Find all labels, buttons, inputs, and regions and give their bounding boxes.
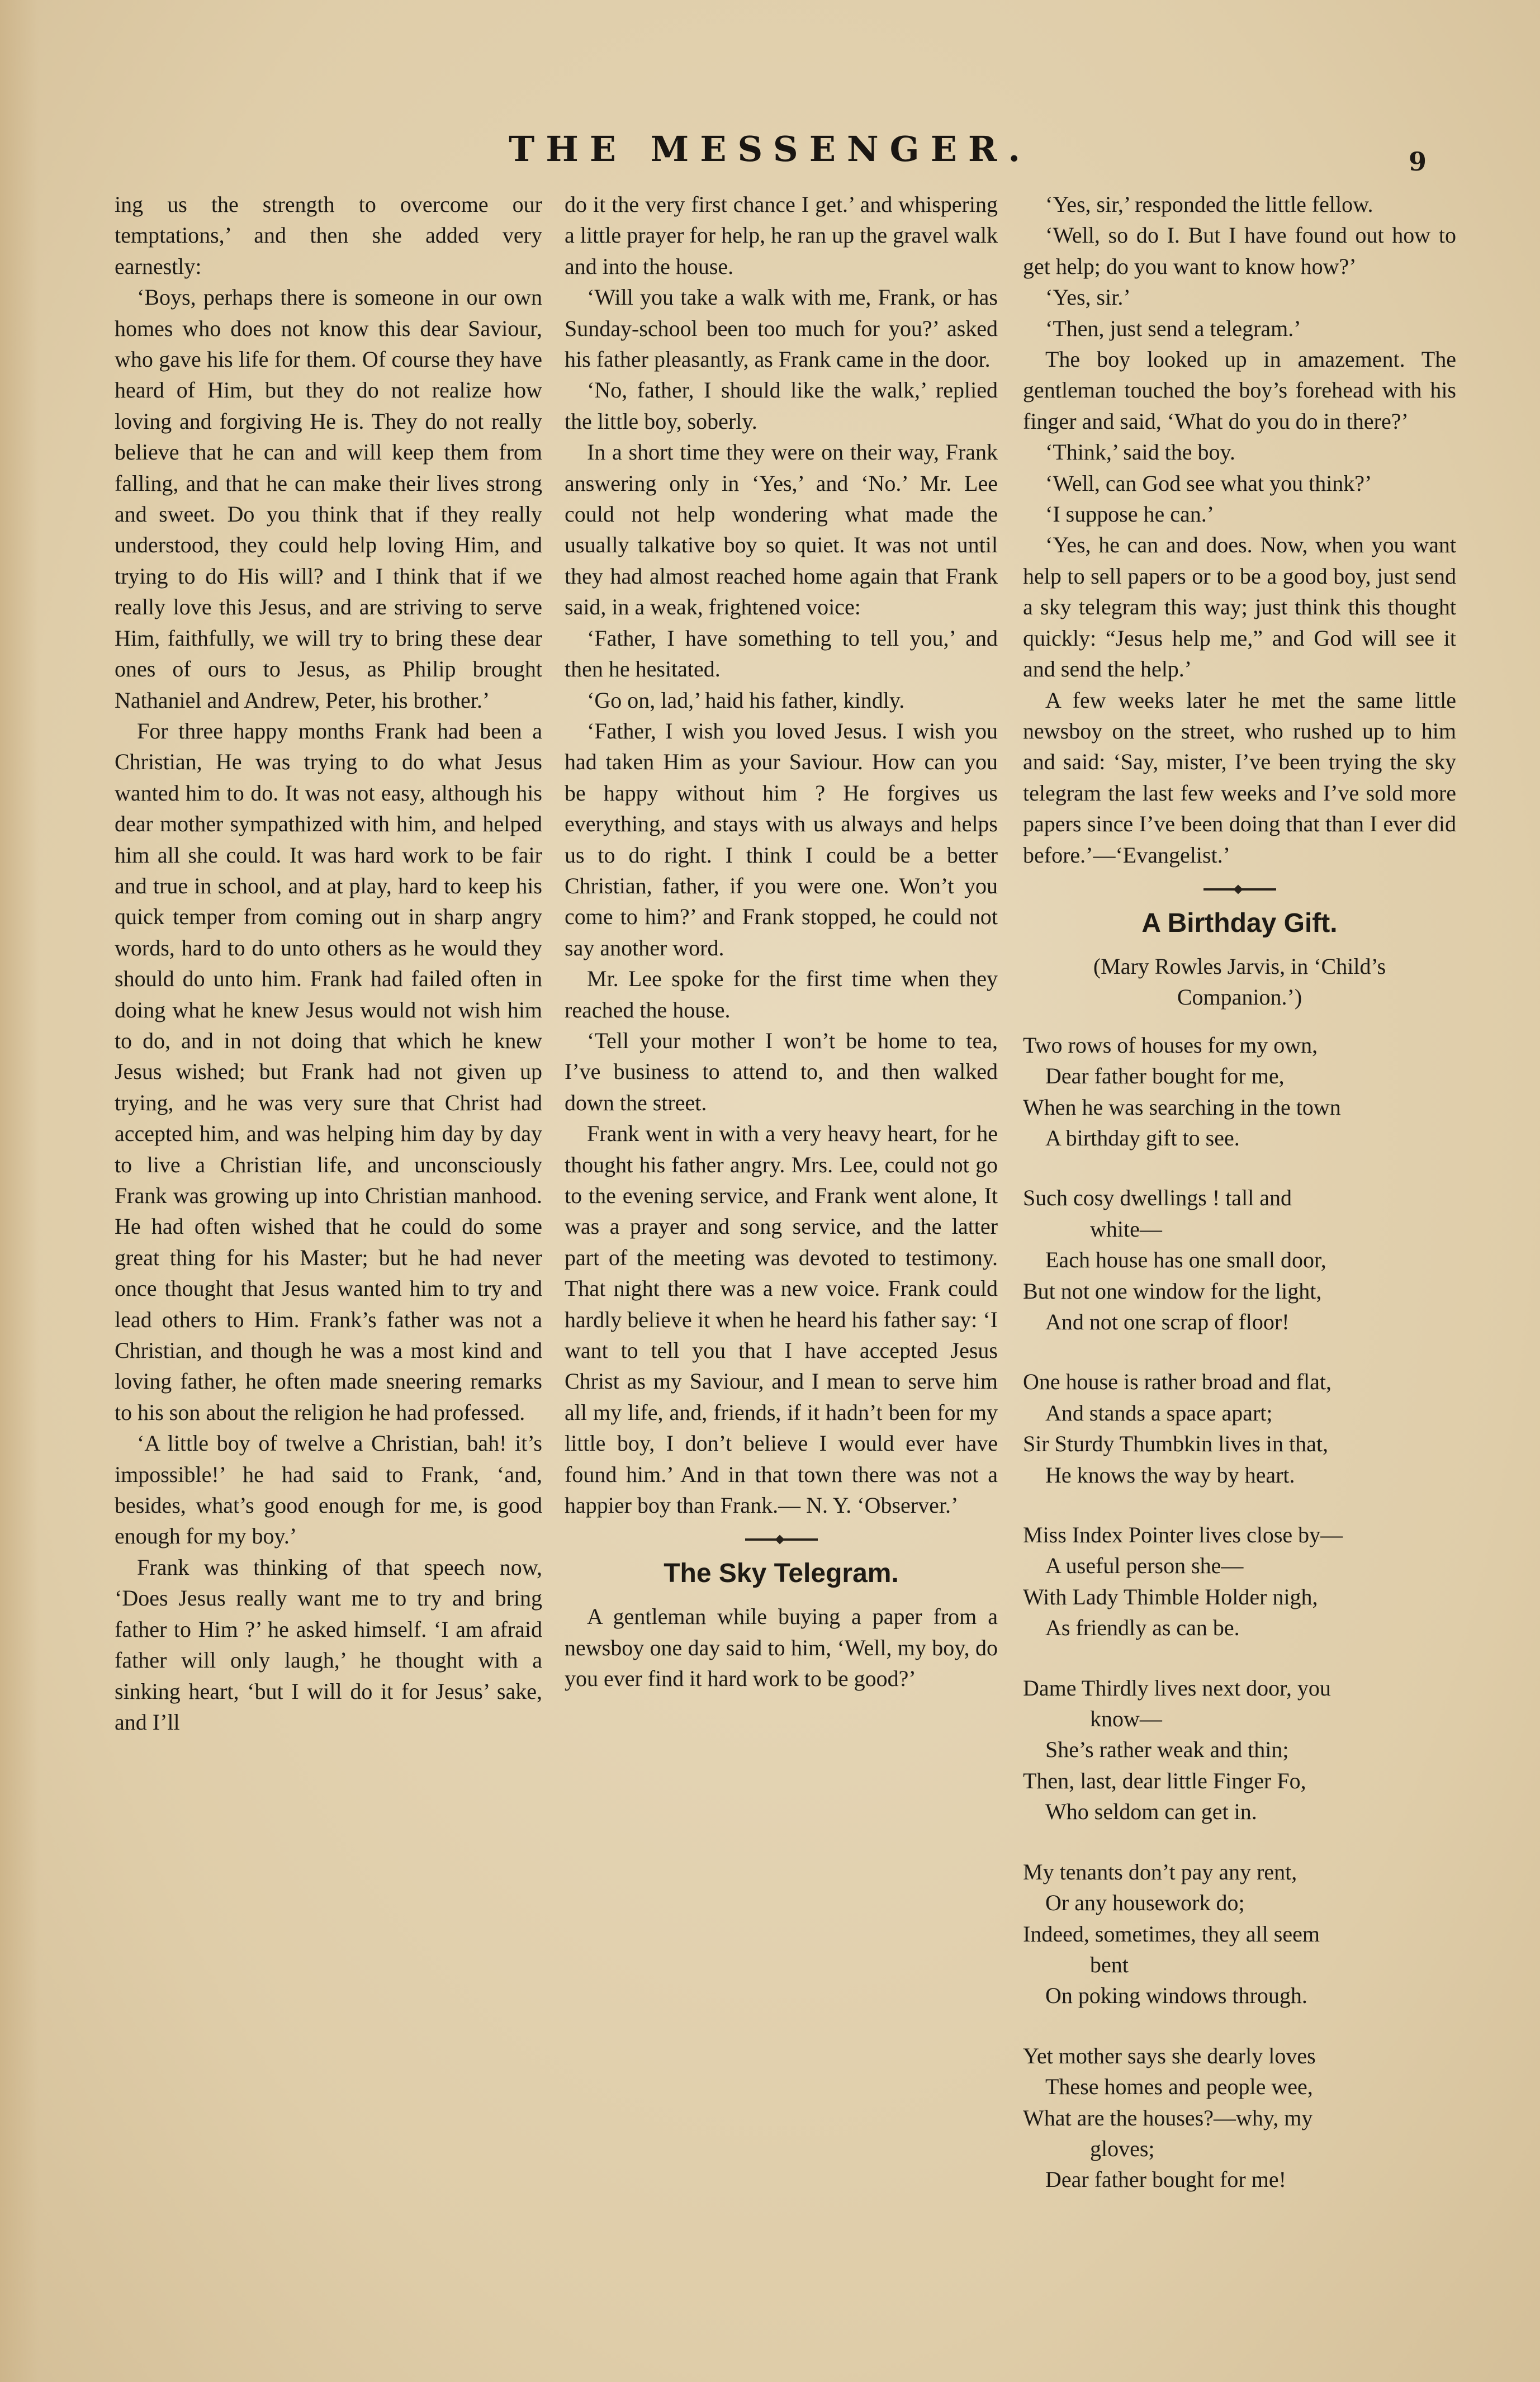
text-column-right <box>1023 189 1456 2224</box>
poem-title: A Birthday Gift. <box>1141 908 1338 938</box>
poem-line: Sir Sturdy Thumbkin lives in that, <box>1023 1431 1328 1457</box>
paragraph: ‘Go on, lad,’ haid his father, kindly. <box>587 687 905 713</box>
poem-stanza <box>1023 1182 1456 1337</box>
poem-line: And not one scrap of floor! <box>1045 1309 1290 1334</box>
paragraph: ‘Boys, perhaps there is someone in our own homes who does not know this dear Saviour, who gave his life for them. Of course they have heard of Him, but they do not realize how loving and forgiving He is. They do not really believe that he can and will keep them from falling, and that he can make their lives strong and sweet. Do you think that if they really understood, they could help loving Him, and trying to do His will? and I think that if we really love this Jesus, and are striving to serve Him, faithfully, we will try to bring these dear ones of ours to Jesus, as Philip brought Nathaniel and Andrew, Peter, his brother.’ <box>115 285 542 713</box>
poem-line: And stands a space apart; <box>1045 1400 1273 1426</box>
poem-line: Then, last, dear little Finger Fo, <box>1023 1768 1306 1793</box>
poem-line: Each house has one small door, <box>1045 1247 1326 1273</box>
poem-stanza <box>1023 1857 1456 2011</box>
paragraph: ‘Think,’ said the boy. <box>1045 439 1235 465</box>
poem-credit-line: (Mary Rowles Jarvis, in ‘Child’s <box>1093 953 1386 979</box>
poem-stanza <box>1023 1519 1456 1644</box>
poem-stanza <box>1023 2040 1456 2195</box>
poem-line: He knows the way by heart. <box>1045 1462 1295 1488</box>
paragraph: ‘Yes, sir.’ <box>1045 285 1131 310</box>
poem-stanza <box>1023 1673 1456 1827</box>
poem-line: bent <box>1090 1952 1129 1977</box>
paragraph: Mr. Lee spoke for the first time when they reached the house. <box>565 966 998 1022</box>
paragraph: Frank went in with a very heavy heart, for he thought his father angry. Mrs. Lee, could not go to the evening service, and Frank went alone, It was a prayer and song service, and the latter part of the meeting was devoted to testimony. That night there was a new voice. Frank could hardly believe it when he heard his father say: ‘I want to tell you that I have accepted Jesus Christ as my Saviour, and I mean to serve him all my life, and, friends, if it hadn’t been for my little boy, I don’t believe I would ever have found him.’ And in that town there was not a happier boy than Frank.— N. Y. ‘Observer.’ <box>565 1121 998 1518</box>
page-edge-shadow <box>0 0 39 2382</box>
poem-line: On poking windows through. <box>1045 1983 1307 2009</box>
paragraph: ‘Father, I wish you loved Jesus. I wish you had taken Him as your Saviour. How can you be happy without him ? He forgives us everything, and stays with us always and helps us to do right. I think I could be a better Christian, father, if you were one. Won’t you come to him?’ and Frank stopped, he could not say another word. <box>565 718 998 960</box>
paragraph: In a short time they were on their way, Frank answering only in ‘Yes,’ and ‘No.’ Mr. Lee could not help wondering what made the usually talkative boy so quiet. It was not until they had almost reached home again that Frank said, in a weak, frightened voice: <box>565 439 998 620</box>
paragraph: ‘Well, so do I. But I have found out how to get help; do you want to know how?’ <box>1023 222 1456 279</box>
poem-line: With Lady Thimble Holder nigh, <box>1023 1584 1318 1609</box>
poem-line: Who seldom can get in. <box>1045 1799 1257 1825</box>
poem-line: Two rows of houses for my own, <box>1023 1032 1318 1058</box>
poem-credit <box>1023 951 1456 1013</box>
paragraph: do it the very first chance I get.’ and whispering a little prayer for help, he ran up the gravel walk and into the house. <box>565 192 998 279</box>
poem-line: But not one window for the light, <box>1023 1278 1322 1304</box>
paragraph: The boy looked up in amazement. The gentleman touched the boy’s forehead with his finger and said, ‘What do you do in there?’ <box>1023 347 1456 434</box>
paragraph: ‘Yes, he can and does. Now, when you want help to sell papers or to be a good boy, just send a sky telegram this way; just think this thought quickly: “Jesus help me,” and God will see it and send the help.’ <box>1023 532 1456 682</box>
paragraph: For three happy months Frank had been a Christian, He was trying to do what Jesus wanted him to do. It was not easy, although his dear mother sympathized with him, and helped him all she could. It was hard work to be fair and true in school, and at play, hard to keep his quick temper from coming out in sharp angry words, hard to do unto others as he would they should do unto him. Frank had failed often in doing what he knew Jesus would not wish him to do, and in not doing that which he knew Jesus wished; but Frank had not given up trying, and he was very sure that Christ had accepted him, and was helping him day by day to live a Christian life, and unconsciously Frank was growing up into Christian manhood. He had often wished that he could do some great thing for his Master; but he had never once thought that Jesus wanted him to try and lead others to Him. Frank’s father was not a Christian, and though he was a most kind and loving father, he often made sneering remarks to his son about the religion he had professed. <box>115 718 542 1425</box>
paragraph: A gentleman while buying a paper from a newsboy one day said to him, ‘Well, my boy, do you ever find it hard work to be good?’ <box>565 1604 998 1692</box>
poem-line: These homes and people wee, <box>1045 2074 1313 2100</box>
poem-credit-line: Companion.’) <box>1177 984 1302 1010</box>
poem-line: What are the houses?—why, my <box>1023 2105 1313 2130</box>
poem-line: As friendly as can be. <box>1045 1615 1240 1641</box>
paragraph: ‘A little boy of twelve a Christian, bah! it’s impossible!’ he had said to Frank, ‘and, besides, what’s good enough for me, is good enough for my boy.’ <box>115 1431 542 1549</box>
poem-line: When he was searching in the town <box>1023 1094 1341 1120</box>
text-column-left <box>115 189 542 1737</box>
text-column-middle <box>565 189 998 1694</box>
poem-line: Dear father bought for me! <box>1045 2167 1286 2192</box>
paragraph: ‘Tell your mother I won’t be home to tea, I’ve business to attend to, and then walked down the street. <box>565 1027 998 1115</box>
paragraph: Frank was thinking of that speech now, ‘Does Jesus really want me to try and bring father to Him ?’ he asked himself. ‘I am afraid father will only laugh,’ he thought with a sinking heart, ‘but I will do it for Jesus’ sake, and I’ll <box>115 1554 542 1735</box>
poem-line: Indeed, sometimes, they all seem <box>1023 1921 1320 1947</box>
section-divider <box>745 1538 818 1541</box>
section-divider <box>1203 888 1276 891</box>
page-number: 9 <box>1409 146 1427 177</box>
poem-body <box>1023 1030 1456 2195</box>
poem-stanza <box>1023 1030 1456 1154</box>
poem-line: Miss Index Pointer lives close by— <box>1023 1522 1343 1548</box>
poem-line: gloves; <box>1090 2135 1155 2161</box>
paragraph: ‘No, father, I should like the walk,’ replied the little boy, soberly. <box>565 377 998 434</box>
paragraph: A few weeks later he met the same little newsboy on the street, who rushed up to him and said: ‘Say, mister, I’ve been trying the sky telegram the last few weeks and I’ve sold more papers since I’ve been doing that than I ever did before.’—‘Evangelist.’ <box>1023 687 1456 868</box>
poem-line: She’s rather weak and thin; <box>1045 1737 1289 1763</box>
paragraph: ing us the strength to overcome our temptations,’ and then she added very earnestly: <box>115 192 542 279</box>
paragraph: ‘Father, I have something to tell you,’ and then he hesitated. <box>565 625 998 682</box>
poem-line: My tenants don’t pay any rent, <box>1023 1859 1297 1884</box>
poem-line: A useful person she— <box>1045 1553 1244 1579</box>
paragraph: ‘Yes, sir,’ responded the little fellow. <box>1045 192 1373 217</box>
paragraph: ‘Well, can God see what you think?’ <box>1045 470 1372 496</box>
poem-line: know— <box>1090 1706 1162 1732</box>
paragraph: ‘Then, just send a telegram.’ <box>1045 315 1301 341</box>
poem-line: One house is rather broad and flat, <box>1023 1369 1332 1395</box>
article-title: The Sky Telegram. <box>664 1559 899 1589</box>
poem-line: Yet mother says she dearly loves <box>1023 2043 1316 2068</box>
poem-line: A birthday gift to see. <box>1045 1125 1240 1150</box>
poem-stanza <box>1023 1366 1456 1490</box>
poem-line: Such cosy dwellings ! tall and <box>1023 1185 1292 1211</box>
poem-line: Or any housework do; <box>1045 1890 1245 1916</box>
newspaper-masthead: THE MESSENGER. <box>509 129 1031 169</box>
poem-line: Dame Thirdly lives next door, you <box>1023 1675 1331 1701</box>
poem-line: Dear father bought for me, <box>1045 1063 1285 1089</box>
paragraph: ‘Will you take a walk with me, Frank, or has Sunday-school been too much for you?’ asked his father pleasantly, as Frank came in the door. <box>565 285 998 372</box>
paragraph: ‘I suppose he can.’ <box>1045 501 1215 527</box>
poem-line: white— <box>1090 1216 1162 1242</box>
